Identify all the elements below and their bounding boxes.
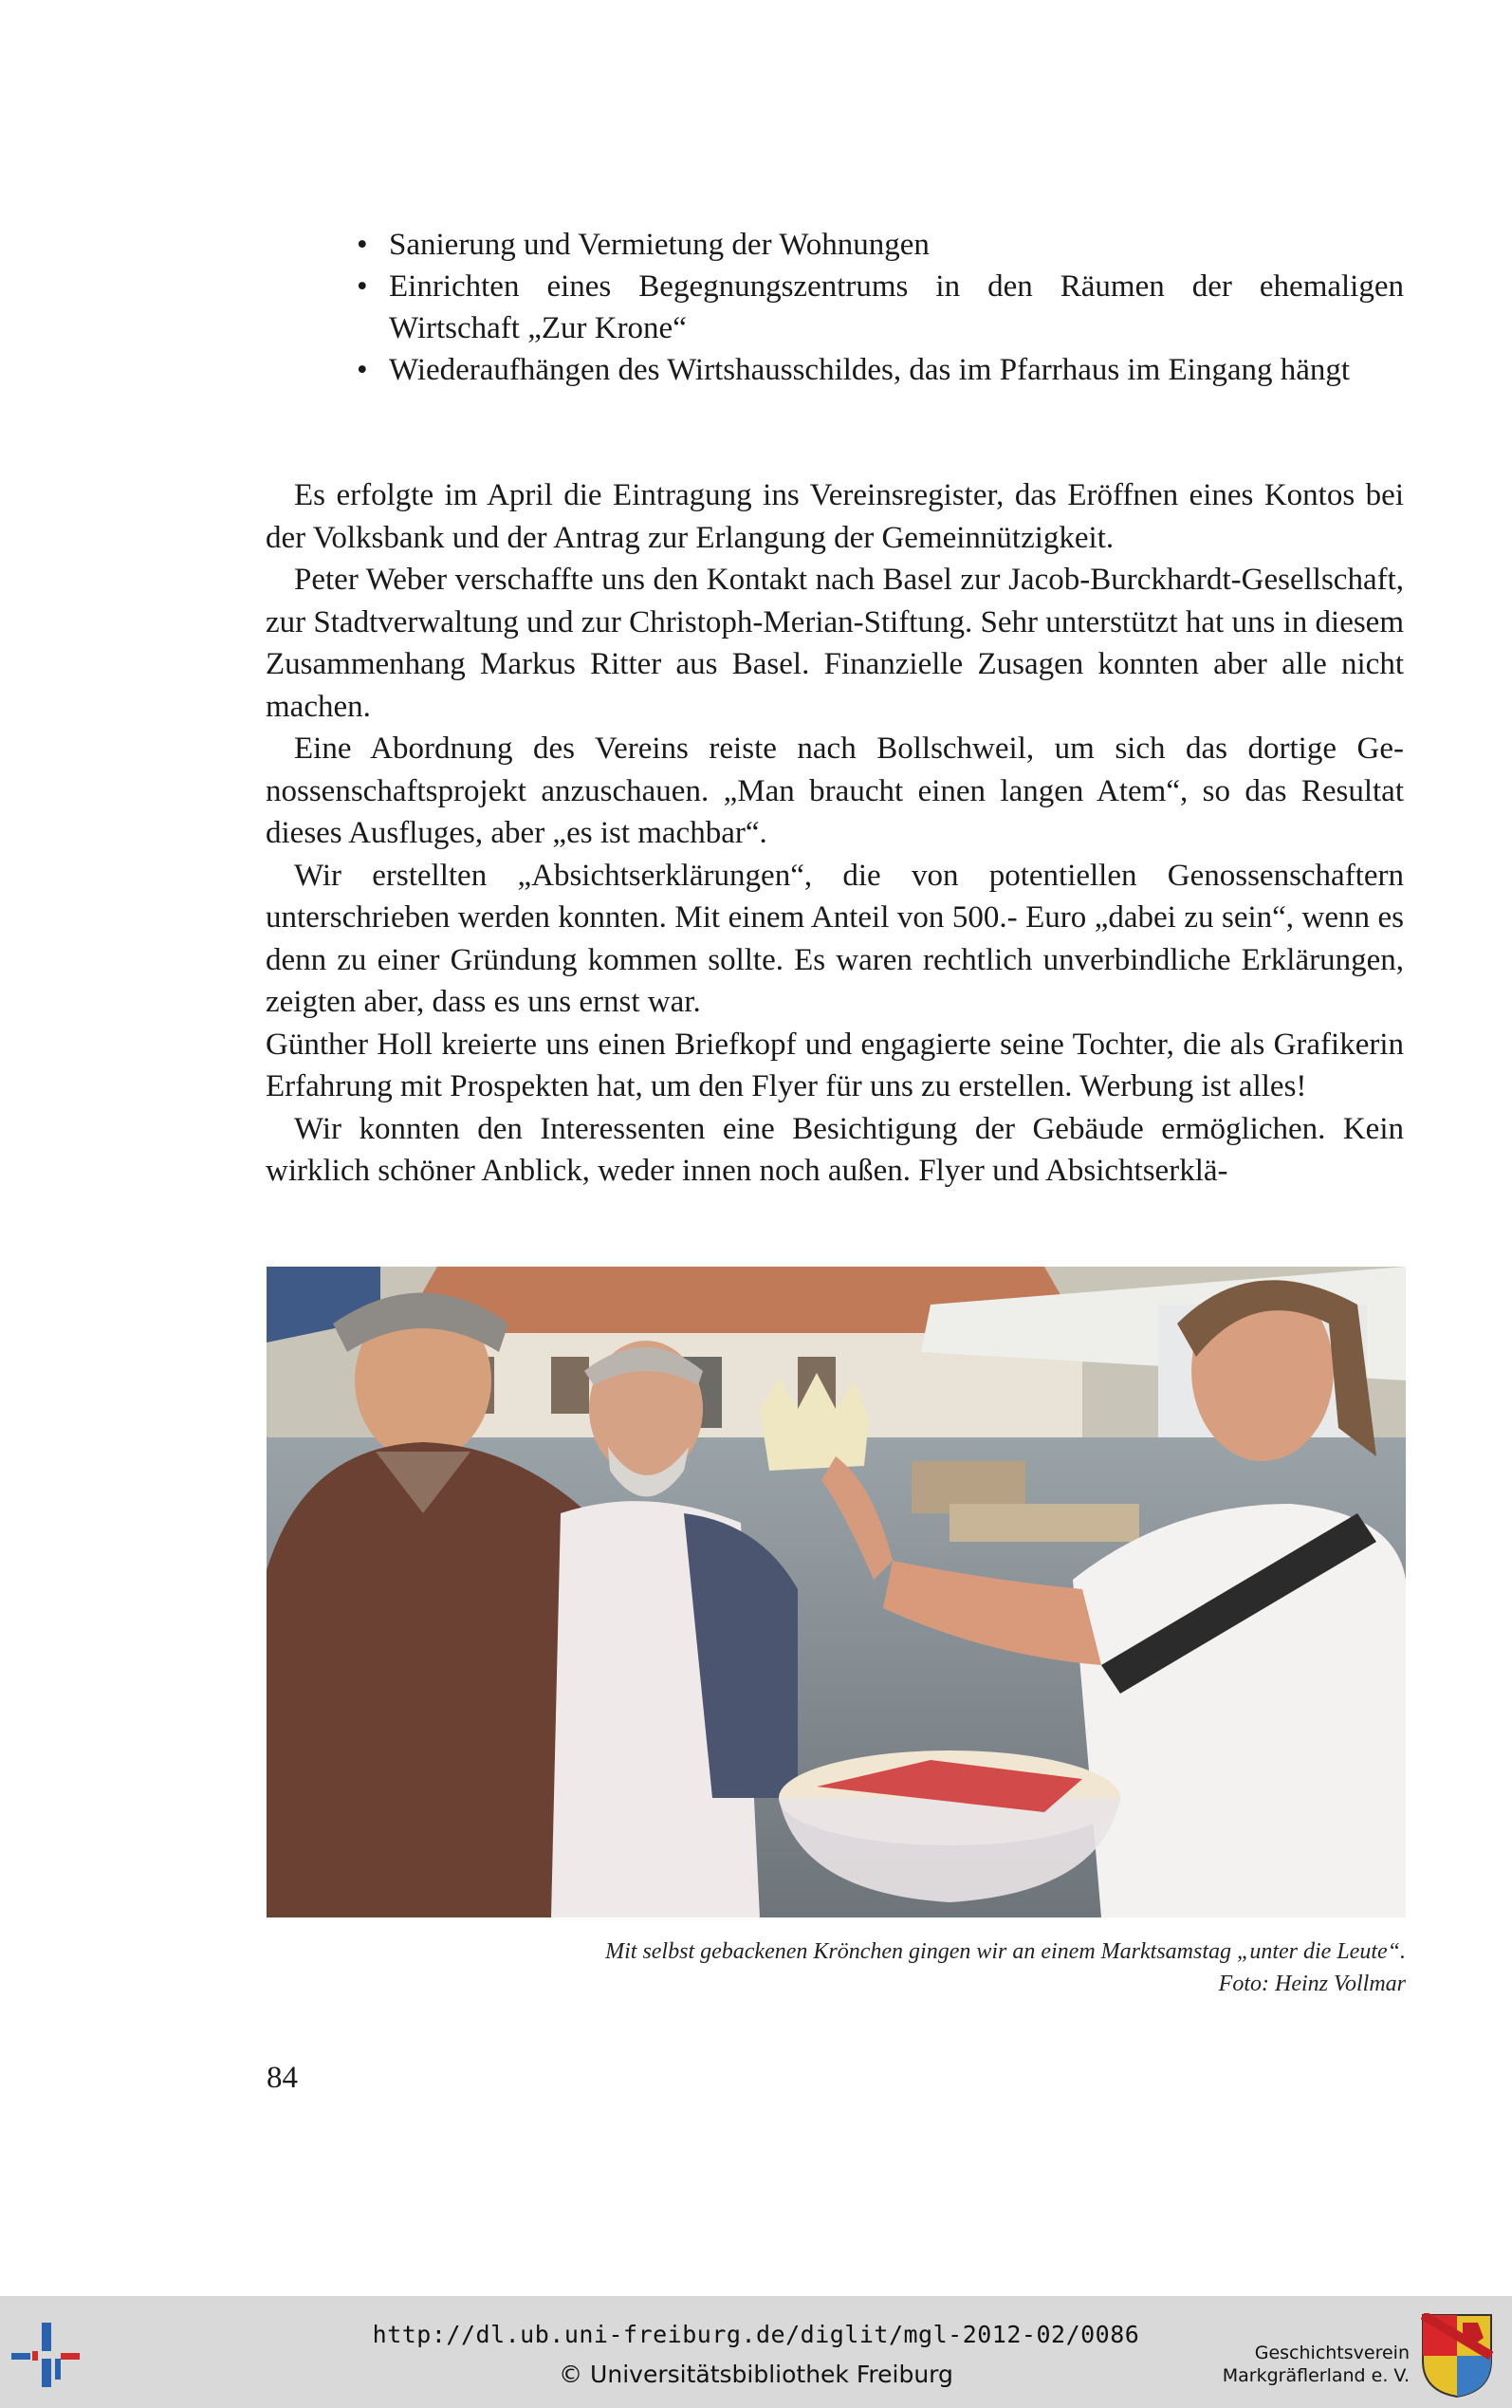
photo-credit: Foto: Heinz Vollmar bbox=[1218, 1972, 1406, 1996]
caption-text: Mit selbst gebackenen Krönchen gingen wir an einem Marktsamstag „unter die Leute“. bbox=[605, 1939, 1406, 1964]
paragraph: Wir erstellten „Absichtserklärungen“, die von potentiellen Genossenschaftern unterschrieben werden konnten. Mit einem Anteil von 500.- Euro „dabei zu sein“, wenn es denn zu einer Gründung kommen sollte. Es waren rechtlich unverbindliche Erklärungen, zeigten aber, dass es uns ernst war. bbox=[266, 858, 1404, 1019]
society-line-1: Geschichtsverein bbox=[1254, 2343, 1410, 2363]
bullet-item: • Einrichten eines Begegnungszentrums in den Räumen der ehemaligen Wirtschaft „Zur Krone“ bbox=[353, 266, 1404, 349]
market-photo bbox=[267, 1267, 1406, 1917]
copyright-notice: © Universitätsbibliothek Freiburg bbox=[559, 2361, 953, 2388]
paragraph: Peter Weber verschaffte uns den Kontakt nach Basel zur Jacob-Burckhardt-Gesellschaft, zur Stadtverwaltung und zur Christoph-Merian-Stiftung. Sehr unterstützt hat uns in diesem Zusammenhang Markus Ritter aus Basel. Finanzielle Zusagen konnten aber alle nicht machen. bbox=[266, 563, 1404, 724]
source-url[interactable]: http://dl.ub.uni-freiburg.de/diglit/mgl-2012-02/0086 bbox=[372, 2321, 1140, 2348]
paragraph: Eine Abordnung des Vereins reiste nach Bollschweil, um sich das dortige Genossenschaftsprojekt anzuschauen. „Man braucht einen langen Atem“, so das Resultat dieses Ausfluges, aber „es ist machbar“. bbox=[266, 732, 1404, 850]
bullet-item: • Sanierung und Vermietung der Wohnungen bbox=[353, 224, 1404, 266]
body-text bbox=[266, 474, 1404, 1193]
society-line-2: Markgräflerland e. V. bbox=[1222, 2365, 1410, 2386]
paragraph: Günther Holl kreierte uns einen Briefkopf und engagierte seine Tochter, die als Grafikerin Erfahrung mit Prospekten hat, um den Flyer für uns zu erstellen. Werbung ist alles! bbox=[266, 1027, 1404, 1103]
paragraph: Wir konnten den Interessenten eine Besichtigung der Gebäude ermöglichen. Kein wirklich schöner Anblick, weder innen noch außen. Flyer und Absichtserklä- bbox=[266, 1111, 1404, 1188]
society-name bbox=[1223, 2342, 1410, 2387]
footer-bar bbox=[0, 2296, 1512, 2408]
paragraph: Es erfolgte im April die Eintragung ins Vereinsregister, das Eröffnen eines Kontos bei der Volksbank und der Antrag zur Erlangung der Gemeinnützigkeit. bbox=[266, 478, 1404, 555]
page-number: 84 bbox=[267, 2061, 298, 2095]
photo-caption bbox=[267, 1936, 1406, 2000]
bullet-list bbox=[353, 224, 1404, 391]
bullet-item: • Wiederaufhängen des Wirtshausschildes, das im Pfarrhaus im Eingang hängt bbox=[353, 349, 1404, 391]
society-crest-icon bbox=[1421, 2313, 1493, 2399]
